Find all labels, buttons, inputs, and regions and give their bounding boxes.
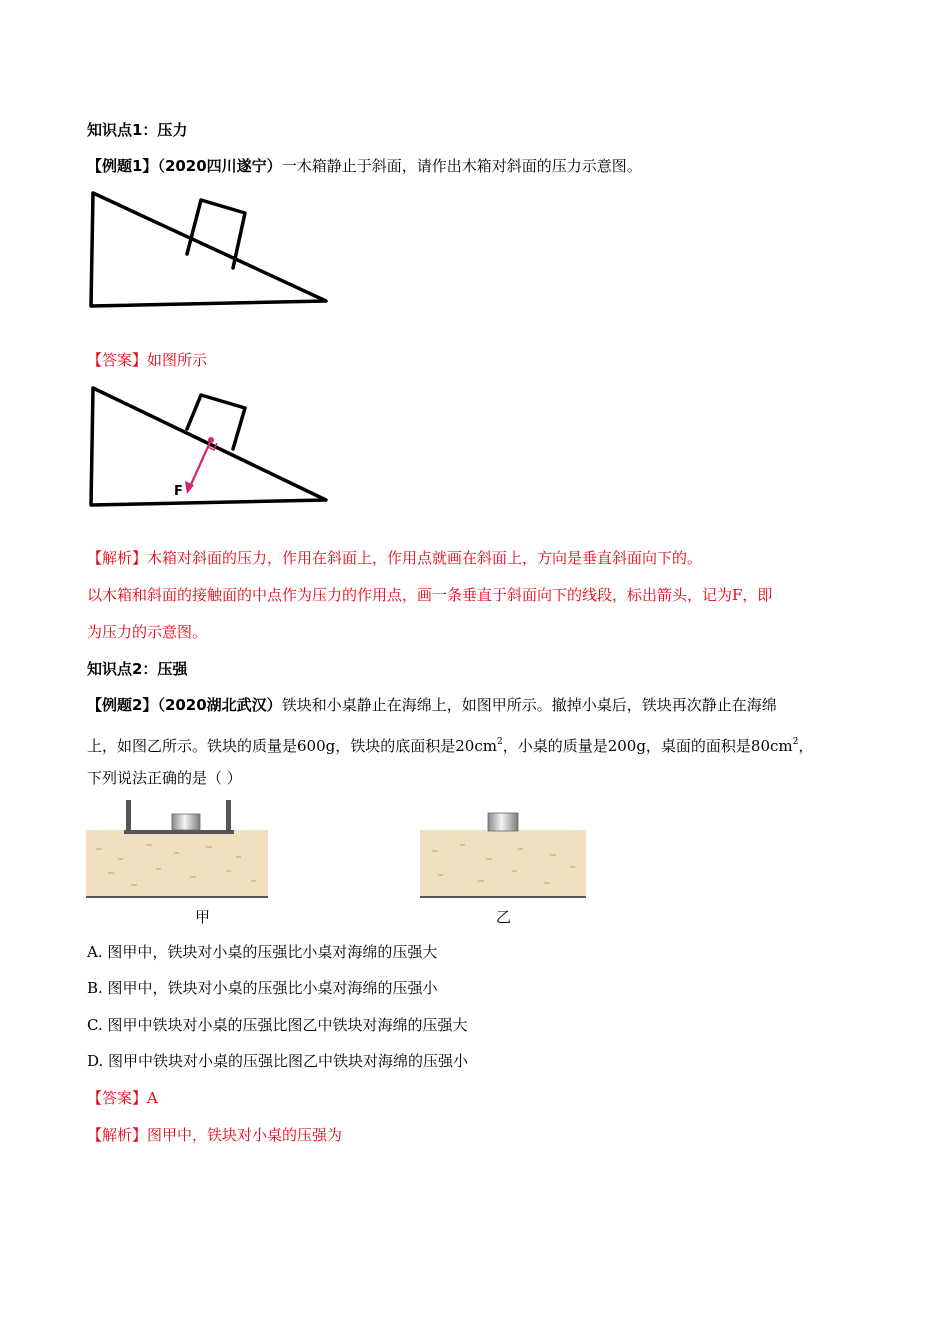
sponge [86,830,268,896]
option-c: C. 图甲中铁块对小桌的压强比图乙中铁块对海绵的压强大 [87,1016,468,1034]
q2-part-c: ， [798,737,814,755]
example1-question [87,156,642,176]
example1-source: （2020四川遂宁） [157,157,282,175]
example1-tag: 【例题1】 [87,157,158,175]
example2-question-line2 [87,732,813,756]
q2-superscript-2: 2 [792,737,799,747]
force-label: F [174,484,183,499]
q2-part-a: 上，如图乙所示。铁块的质量是600g，铁块的底面积是20cm [87,737,497,755]
q2-superscript-1: 2 [496,737,503,747]
caption-jia: 甲 [195,908,211,926]
figure-jia [86,800,268,900]
incline-figure [85,188,335,310]
wooden-box [187,395,245,449]
analysis-text: 木箱对斜面的压力，作用在斜面上，作用点就画在斜面上，方向是垂直斜面向下的。 [147,549,703,567]
caption-yi: 乙 [496,908,512,926]
example1-question-text: 一木箱静止于斜面，请作出木箱对斜面的压力示意图。 [281,157,642,175]
example2-question-line3: 下列说法正确的是（ ） [87,769,242,787]
figure-yi [420,800,586,900]
example2-analysis [87,1125,342,1145]
example2-tag: 【例题2】 [87,696,158,714]
answer-text: A [147,1089,158,1107]
answer-tag: 【答案】 [87,351,148,369]
example2-source: （2020湖北武汉） [157,696,282,714]
analysis-tag: 【解析】 [87,1126,148,1144]
section-title-pressure-intensity: 知识点2：压强 [87,660,188,678]
option-b: B. 图甲中，铁块对小桌的压强比小桌对海绵的压强小 [87,979,438,997]
analysis-tag: 【解析】 [87,549,148,567]
iron-block [488,813,518,831]
analysis-text: 图甲中，铁块对小桌的压强为 [147,1126,343,1144]
section-title-pressure: 知识点1：压力 [87,121,188,139]
answer-text: 如图所示 [147,351,208,369]
example1-analysis-line2: 以木箱和斜面的接触面的中点作为压力的作用点，画一条垂直于斜面向下的线段，标出箭头，记为F，即 [87,586,773,604]
option-d: D. 图甲中铁块对小桌的压强比图乙中铁块对海绵的压强小 [87,1052,469,1070]
incline-triangle [91,193,326,306]
example2-answer [87,1088,158,1108]
q2-part-b: ，小桌的质量是200g，桌面的面积是80cm [502,737,793,755]
example1-analysis-line1 [87,548,702,568]
example1-analysis-line3: 为压力的示意图。 [87,623,208,641]
wooden-box [187,200,245,268]
example1-answer [87,350,207,370]
incline-answer-figure [85,383,335,509]
answer-tag: 【答案】 [87,1089,148,1107]
action-point [208,437,214,443]
example2-question-line1 [87,695,777,715]
iron-block [172,814,200,830]
sponge [420,830,586,896]
example2-question-text: 铁块和小桌静止在海绵上，如图甲所示。撤掉小桌后，铁块再次静止在海绵 [281,696,777,714]
option-a: A. 图甲中，铁块对小桌的压强比小桌对海绵的压强大 [87,943,438,961]
